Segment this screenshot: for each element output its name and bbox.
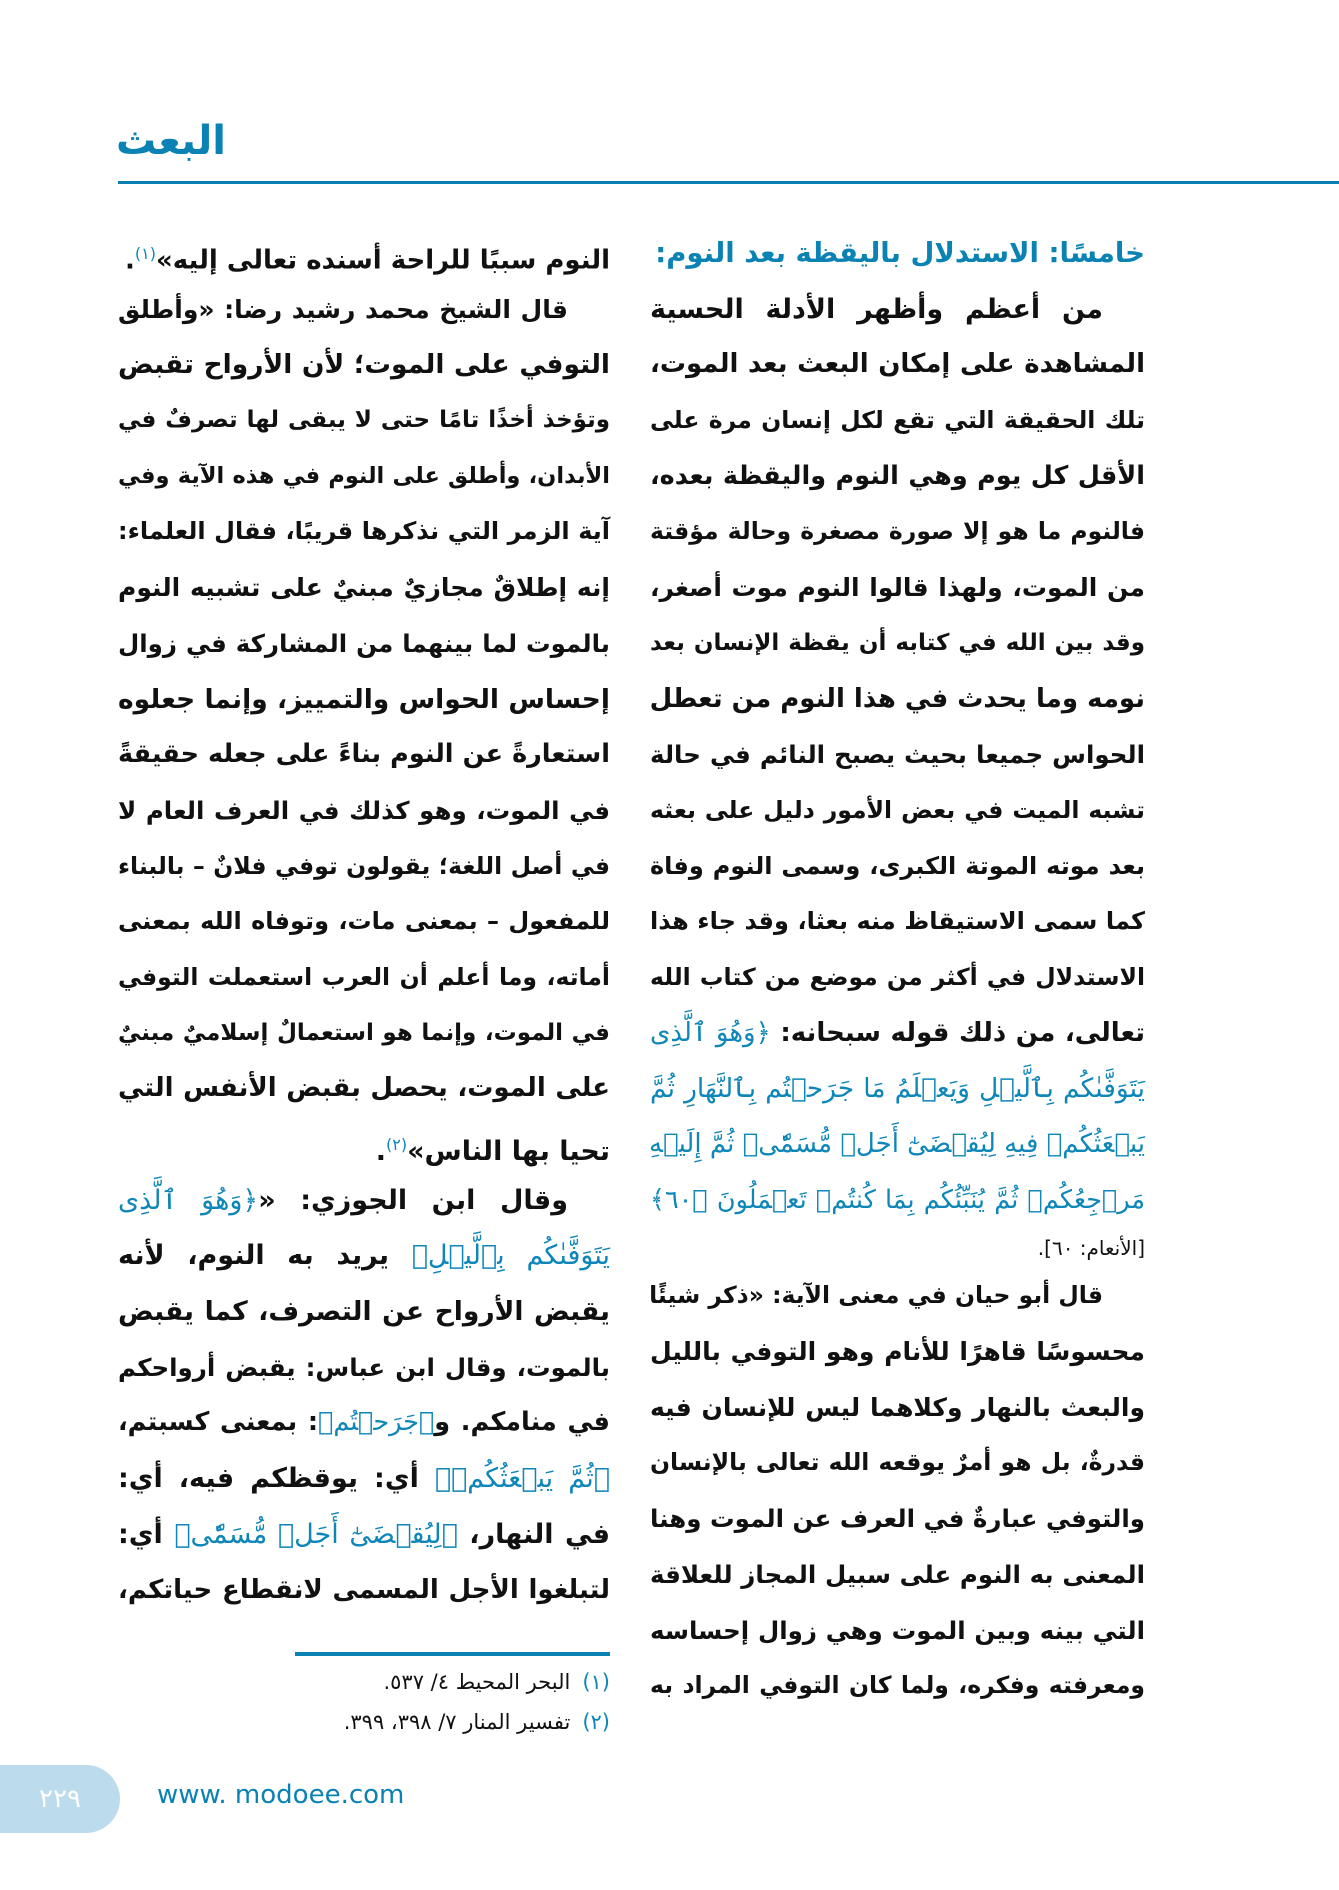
text-line [118, 1395, 610, 1451]
body-text: يقبض الأرواح عن التصرف، كما يقبض [118, 1296, 610, 1328]
body-text: في الموت، وإنما هو استعمالٌ إسلاميٌ مبنيٌ [118, 1019, 610, 1046]
left-column-text [118, 226, 610, 1618]
text-line [650, 560, 1145, 616]
text-line [118, 282, 610, 338]
text-line [118, 393, 610, 449]
text-line [650, 783, 1145, 839]
body-text: نومه وما يحدث في هذا النوم من تعطل [649, 683, 1145, 714]
body-text: يريد به النوم، لأنه [118, 1240, 412, 1272]
text-line [118, 616, 610, 672]
body-text: قدرةٌ، بل هو أمرٌ يوقعه الله تعالى بالإنسان [650, 1448, 1145, 1477]
body-text: الحواس جميعا بحيث يصبح النائم في حالة [650, 740, 1145, 770]
body-text: تحيا بها الناس» [407, 1136, 610, 1167]
text-line [650, 1603, 1145, 1659]
body-text: وتؤخذ أخذًا تامًا حتى لا يبقى لها تصرفٌ في [118, 407, 610, 434]
body-text: استعارةً عن النوم بناءً على جعله حقيقةً [118, 739, 610, 770]
body-text: لتبلغوا الأجل المسمى لانقطاع حياتكم، [118, 1574, 610, 1605]
text-line [650, 449, 1145, 505]
quran-verse-text: مَرۡجِعُكُمۡ ثُمَّ يُنَبِّئُكُم بِمَا كُنتُمۡ تَعۡمَلُونَ ﴿٦٠﴾ [650, 1184, 1145, 1215]
body-text: الاستدلال في أكثر من موضع من كتاب الله [650, 962, 1145, 991]
footnote-1 [260, 1662, 610, 1702]
body-text: المعنى به النوم على سبيل المجاز للعلاقة [650, 1559, 1145, 1589]
text-line [118, 783, 610, 839]
left-column [118, 226, 610, 1618]
body-text: قال الشيخ محمد رشيد رضا: «وأطلق [118, 294, 568, 324]
body-text: بالموت لما بينهما من المشاركة في زوال [118, 628, 610, 658]
text-line [650, 1324, 1145, 1380]
text-line [118, 1451, 610, 1507]
text-line [650, 393, 1145, 449]
body-text: الأبدان، وأطلق على النوم في هذه الآية وفي [118, 462, 610, 489]
text-line [118, 449, 610, 505]
body-text: ومعرفته وفكره، ولما كان التوفي المراد به [650, 1671, 1145, 1700]
body-text: الأقل كل يوم وهي النوم واليقظة بعده، [650, 460, 1145, 491]
body-text: تلك الحقيقة التي تقع لكل إنسان مرة على [650, 406, 1145, 435]
text-line [118, 1061, 610, 1117]
text-line [650, 1117, 1145, 1173]
quran-verse-text: يَتَوَفَّىٰكُم بِٱلَّيۡلِ وَيَعۡلَمُ مَا جَرَحۡتُم بِٱلنَّهَارِ ثُمَّ [650, 1073, 1145, 1105]
text-line [118, 504, 610, 560]
text-line [118, 1006, 610, 1062]
body-text: إنه إطلاقٌ مجازيٌ مبنيٌ على تشبيه النوم [118, 573, 610, 603]
footnote-number: (٢) [582, 1710, 610, 1734]
text-line [118, 1340, 610, 1396]
quran-verse-text: ﴿جَرَحۡتُم﴾ [318, 1407, 435, 1438]
footnote-2 [260, 1702, 610, 1742]
body-text: تعالى، من ذلك قوله سبحانه: [770, 1017, 1145, 1048]
body-text: آية الزمر التي نذكرها قريبًا، فقال العلماء: [118, 517, 610, 546]
footnote-divider [295, 1652, 610, 1656]
text-line [650, 616, 1145, 672]
text-line [650, 1228, 1145, 1268]
page-number: ٢٢٩ [0, 1765, 120, 1833]
body-text: . [125, 245, 135, 276]
body-text: على الموت، يحصل بقبض الأنفس التي [118, 1073, 610, 1104]
body-text: قال أبو حيان في معنى الآية: «ذكر شيئًا [649, 1281, 1103, 1310]
body-text: [الأنعام: ٦٠]. [1037, 1236, 1145, 1261]
body-text: التي بينه وبين الموت وهي زوال إحساسه [650, 1615, 1145, 1645]
text-line [118, 894, 610, 950]
text-line [118, 337, 610, 393]
text-line [118, 560, 610, 616]
body-text: فالنوم ما هو إلا صورة مصغرة وحالة مؤقتة [650, 517, 1145, 546]
text-line [650, 727, 1145, 783]
body-text: النوم سببًا للراحة أسنده تعالى إليه» [155, 245, 610, 276]
body-text: أي: [118, 1518, 175, 1550]
right-column-text [650, 282, 1145, 1714]
body-text: من الموت، ولهذا قالوا النوم موت أصغر، [650, 573, 1145, 603]
text-line [650, 1491, 1145, 1547]
body-text: محسوسًا قاهرًا للأنام وهو التوفي بالليل [650, 1337, 1145, 1367]
text-line [650, 1380, 1145, 1436]
text-line [650, 1006, 1145, 1062]
quran-verse-text: ﴿وَهُوَ ٱلَّذِى [118, 1184, 259, 1216]
body-text: المشاهدة على إمكان البعث بعد الموت، [650, 349, 1145, 380]
text-line [650, 337, 1145, 393]
body-text: وقال ابن الجوزي: « [258, 1184, 568, 1216]
body-text: إحساس الحواس والتمييز، وإنما جعلوه [118, 683, 610, 715]
website-url: www. modoee.com [157, 1780, 405, 1810]
body-text: التوفي على الموت؛ لأن الأرواح تقبض [118, 349, 610, 381]
quran-verse-text: ﴿ثُمَّ يَبۡعَثُكُمۡ﴾ [434, 1463, 610, 1495]
body-text: بالموت، وقال ابن عباس: يقبض أرواحكم [118, 1352, 610, 1382]
text-line [650, 1435, 1145, 1491]
text-line [650, 282, 1145, 338]
text-line [118, 672, 610, 728]
footnote-marker: (١) [134, 244, 156, 263]
text-line [118, 1507, 610, 1563]
body-text: : بمعنى كسبتم، [118, 1407, 319, 1438]
header-divider [118, 181, 1339, 184]
body-text: في أصل اللغة؛ يقولون توفي فلانٌ – بالبناء [118, 851, 610, 880]
text-line [650, 1658, 1145, 1714]
text-line [118, 839, 610, 895]
text-line [650, 950, 1145, 1006]
right-column [650, 226, 1145, 1714]
body-text: في منامكم. و [434, 1407, 610, 1438]
body-text: في النهار، [457, 1518, 611, 1550]
text-line [650, 504, 1145, 560]
body-text: للمفعول – بمعنى مات، وتوفاه الله بمعنى [118, 907, 610, 936]
text-line [118, 1284, 610, 1340]
body-text: بعد موته الموتة الكبرى، وسمى النوم وفاة [650, 851, 1145, 880]
body-text: . [375, 1136, 386, 1167]
body-text: أي: يوقظكم فيه، أي: [118, 1463, 435, 1495]
text-line [118, 1228, 610, 1284]
body-text: كما سمى الاستيقاظ منه بعثا، وقد جاء هذا [650, 907, 1145, 936]
text-line [650, 1268, 1145, 1324]
body-text: أماته، وما أعلم أن العرب استعملت التوفي [118, 962, 610, 991]
text-line [118, 950, 610, 1006]
body-text: والبعث بالنهار وكلاهما ليس للإنسان فيه [650, 1392, 1145, 1422]
text-line [650, 672, 1145, 728]
quran-verse-text: يَتَوَفَّىٰكُم بِٱلَّيۡلِ﴾ [411, 1240, 610, 1272]
body-text: من أعظم وأظهر الأدلة الحسية [650, 293, 1103, 325]
footnotes [260, 1662, 610, 1742]
footnote-number: (١) [582, 1670, 610, 1694]
text-line [650, 1061, 1145, 1117]
quran-verse-text: ﴿وَهُوَ ٱلَّذِى [650, 1017, 771, 1048]
text-line [650, 894, 1145, 950]
text-line [650, 839, 1145, 895]
text-line [118, 226, 610, 282]
section-heading: خامسًا: الاستدلال باليقظة بعد النوم: [655, 237, 1145, 269]
footnote-marker: (٢) [385, 1135, 408, 1154]
text-line [650, 1173, 1145, 1229]
footnote-text: البحر المحيط ٤/ ٥٣٧. [383, 1670, 571, 1694]
text-line [118, 1117, 610, 1173]
body-text: في الموت، وهو كذلك في العرف العام لا [118, 795, 610, 825]
footnote-text: تفسير المنار ٧/ ٣٩٨، ٣٩٩. [343, 1710, 571, 1734]
text-line [650, 1547, 1145, 1603]
body-text: وقد بين الله في كتابه أن يقظة الإنسان بعد [650, 629, 1145, 656]
body-text: والتوفي عبارةٌ في العرف عن الموت وهنا [650, 1504, 1145, 1534]
quran-verse-text: ﴿لِيُقۡضَىٰٓ أَجَلٞ مُّسَمّٗى﴾ [174, 1518, 458, 1550]
text-line [118, 1563, 610, 1619]
text-line [118, 1173, 610, 1229]
quran-verse-text: يَبۡعَثُكُمۡ فِيهِ لِيُقۡضَىٰٓ أَجَلٞ مُّسَمّٗىۖ ثُمَّ إِلَيۡهِ [649, 1129, 1145, 1159]
text-line [118, 727, 610, 783]
body-text: تشبه الميت في بعض الأمور دليل على بعثه [650, 795, 1145, 824]
chapter-title: البعث [116, 118, 226, 164]
